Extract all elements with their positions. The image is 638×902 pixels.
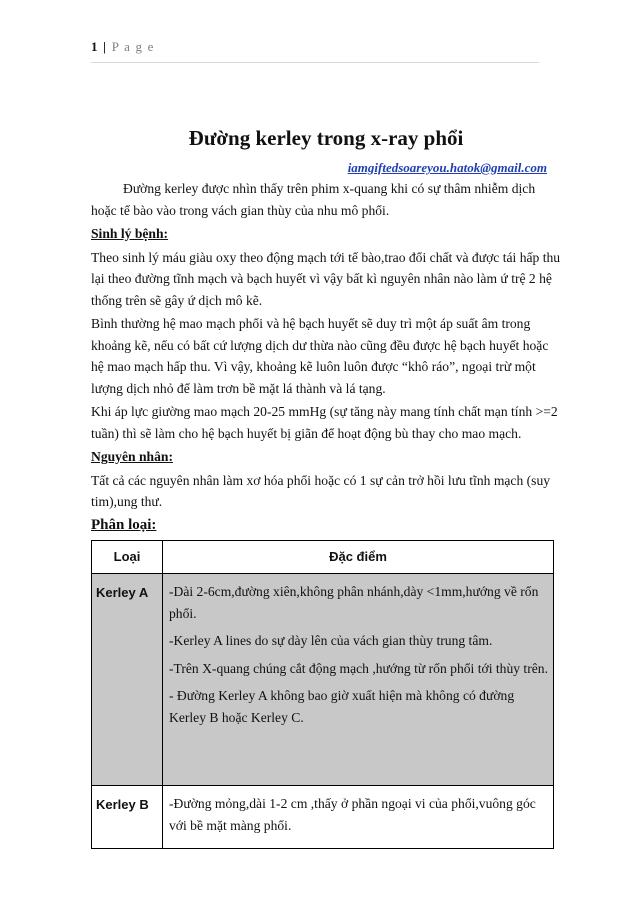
page-header bbox=[91, 36, 539, 58]
cause-paragraph: Tất cả các nguyên nhân làm xơ hóa phổi hoặc có 1 sự cản trở hồi lưu tĩnh mạch (suy tim),ung thư. bbox=[91, 472, 551, 509]
kerley-b-line-1: -Đường mỏng,dài 1-2 cm ,thấy ở phần ngoại vi của phổi,vuông góc với bề mặt màng phổi. bbox=[169, 796, 536, 833]
kerley-a-line-2: -Kerley A lines do sự dày lên của vách gian thùy trung tâm. bbox=[169, 633, 493, 648]
document-body bbox=[91, 124, 561, 849]
cause-heading: Nguyên nhân: bbox=[91, 449, 173, 464]
document-title: Đường kerley trong x-ray phổi bbox=[188, 126, 464, 150]
header-separator: | bbox=[103, 39, 108, 54]
pathology-paragraph-1: Theo sinh lý máu giàu oxy theo động mạch tới tế bào,trao đổi chất và được tái hấp thu lại theo đường tĩnh mạch và bạch huyết vì vậy bất kì nguyên nhân nào làm ứ trệ 2 hệ thống trên sẽ gây ứ dịch mô kẽ. bbox=[91, 249, 561, 308]
page-number: 1 bbox=[91, 39, 99, 54]
table-header-type: Loại bbox=[92, 541, 163, 574]
row-description-kerley-b bbox=[163, 786, 554, 849]
pathology-heading: Sinh lý bệnh: bbox=[91, 226, 169, 241]
row-type-kerley-a: Kerley A bbox=[92, 574, 163, 786]
pathology-paragraph-2: Bình thường hệ mao mạch phổi và hệ bạch huyết sẽ duy trì một áp suất âm trong khoảng kẽ, nếu có bất cứ lượng dịch dư thừa nào cũng đều được hệ bạch huyết hoặc hệ mao mạch hấp thu. Vì vậy, khoảng kẽ luôn luôn được “khô ráo”, ngoại trừ một lượng dịch nhỏ để làm trơn bề mặt lá thành và lá tạng. bbox=[91, 316, 549, 396]
kerley-a-line-3: -Trên X-quang chúng cắt động mạch ,hướng từ rốn phổi tới thùy trên. bbox=[169, 660, 548, 676]
classification-heading: Phân loại: bbox=[91, 516, 157, 533]
table-row bbox=[92, 574, 554, 786]
table-header-features: Đặc điểm bbox=[163, 541, 554, 574]
classification-table bbox=[91, 540, 554, 849]
kerley-a-line-1: -Dài 2-6cm,đường xiên,không phân nhánh,dày <1mm,hướng về rốn phổi. bbox=[169, 584, 539, 621]
table-row bbox=[92, 786, 554, 849]
pathology-paragraph-3: Khi áp lực giường mao mạch 20-25 mmHg (sự tăng này mang tính chất mạn tính >=2 tuần) thì sẽ làm cho hệ bạch huyết bị giãn để hoạt động bù thay cho mao mạch. bbox=[91, 404, 558, 441]
header-rule bbox=[91, 62, 539, 63]
kerley-a-line-4: - Đường Kerley A không bao giờ xuất hiện mà không có đường Kerley B hoặc Kerley C. bbox=[169, 688, 515, 725]
row-description-kerley-a bbox=[163, 574, 554, 786]
intro-paragraph: Đường kerley được nhìn thấy trên phim x-quang khi có sự thâm nhiễm dịch hoặc tế bào vào trong vách gian thùy của nhu mô phổi. bbox=[91, 181, 536, 218]
row-type-kerley-b: Kerley B bbox=[92, 786, 163, 849]
table-header-row bbox=[92, 541, 554, 574]
author-email-link[interactable]: iamgiftedsoareyou.hatok@gmail.com bbox=[347, 160, 547, 175]
page-label: P a g e bbox=[111, 39, 155, 54]
